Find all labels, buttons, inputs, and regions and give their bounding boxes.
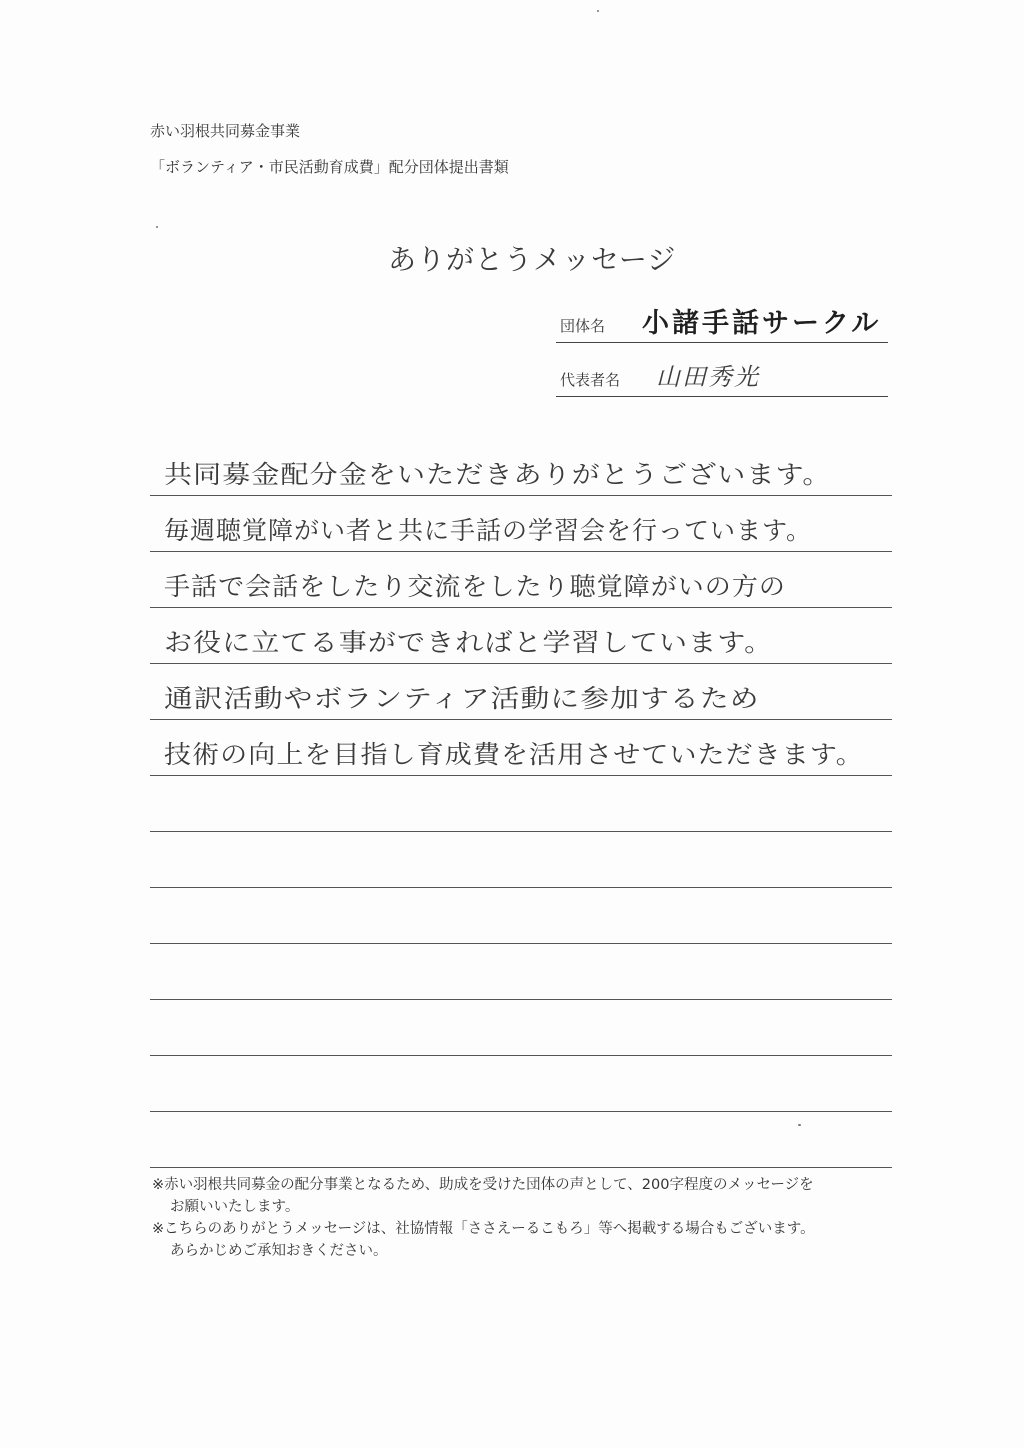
message-line: [150, 1056, 892, 1112]
organization-name: 小諸手話サークル: [642, 308, 882, 339]
form-title: ありがとうメッセージ: [388, 243, 677, 276]
representative-field: [556, 356, 888, 397]
message-area: [150, 440, 892, 1168]
message-line-text: 共同募金配分金をいただきありがとうございます。: [164, 460, 832, 489]
representative-label: 代表者名: [560, 371, 621, 389]
message-line: [150, 944, 892, 1000]
message-line: [150, 1000, 892, 1056]
document-category: 「ボランティア・市民活動育成費」配分団体提出書類: [150, 158, 509, 176]
message-line: [150, 1112, 892, 1168]
scan-speck: [597, 10, 599, 12]
message-line: [150, 552, 892, 608]
message-line-text: 通訳活動やボランティア活動に参加するため: [164, 684, 760, 713]
organization-field: [556, 302, 888, 343]
message-line: [150, 440, 892, 496]
message-line: [150, 608, 892, 664]
note-line: あらかじめご承知おきください。: [170, 1243, 388, 1259]
notes: [152, 1174, 815, 1262]
message-line-text: 毎週聴覚障がい者と共に手話の学習会を行っています。: [164, 516, 813, 545]
message-line: [150, 776, 892, 832]
representative-name: 山田秀光: [656, 363, 760, 391]
message-line: [150, 832, 892, 888]
message-line-text: 手話で会話をしたり交流をしたり聴覚障がいの方の: [164, 572, 786, 601]
note-line: ※赤い羽根共同募金の配分事業となるため、助成を受けた団体の声として、200字程度のメッセージを: [152, 1177, 814, 1193]
message-line: [150, 496, 892, 552]
message-line-text: お役に立てる事ができればと学習しています。: [164, 628, 774, 657]
program-name: 赤い羽根共同募金事業: [150, 122, 301, 140]
message-line: [150, 888, 892, 944]
message-line-text: 技術の向上を目指し育成費を活用させていただきます。: [164, 740, 864, 769]
scan-speck: [156, 226, 158, 228]
message-line: [150, 664, 892, 720]
note-line: お願いいたします。: [170, 1199, 300, 1215]
note-line: ※こちらのありがとうメッセージは、社協情報「ささえーるこもろ」等へ掲載する場合もございます。: [152, 1221, 815, 1237]
organization-label: 団体名: [560, 317, 606, 335]
message-line: [150, 720, 892, 776]
scan-speck: [798, 1124, 801, 1126]
